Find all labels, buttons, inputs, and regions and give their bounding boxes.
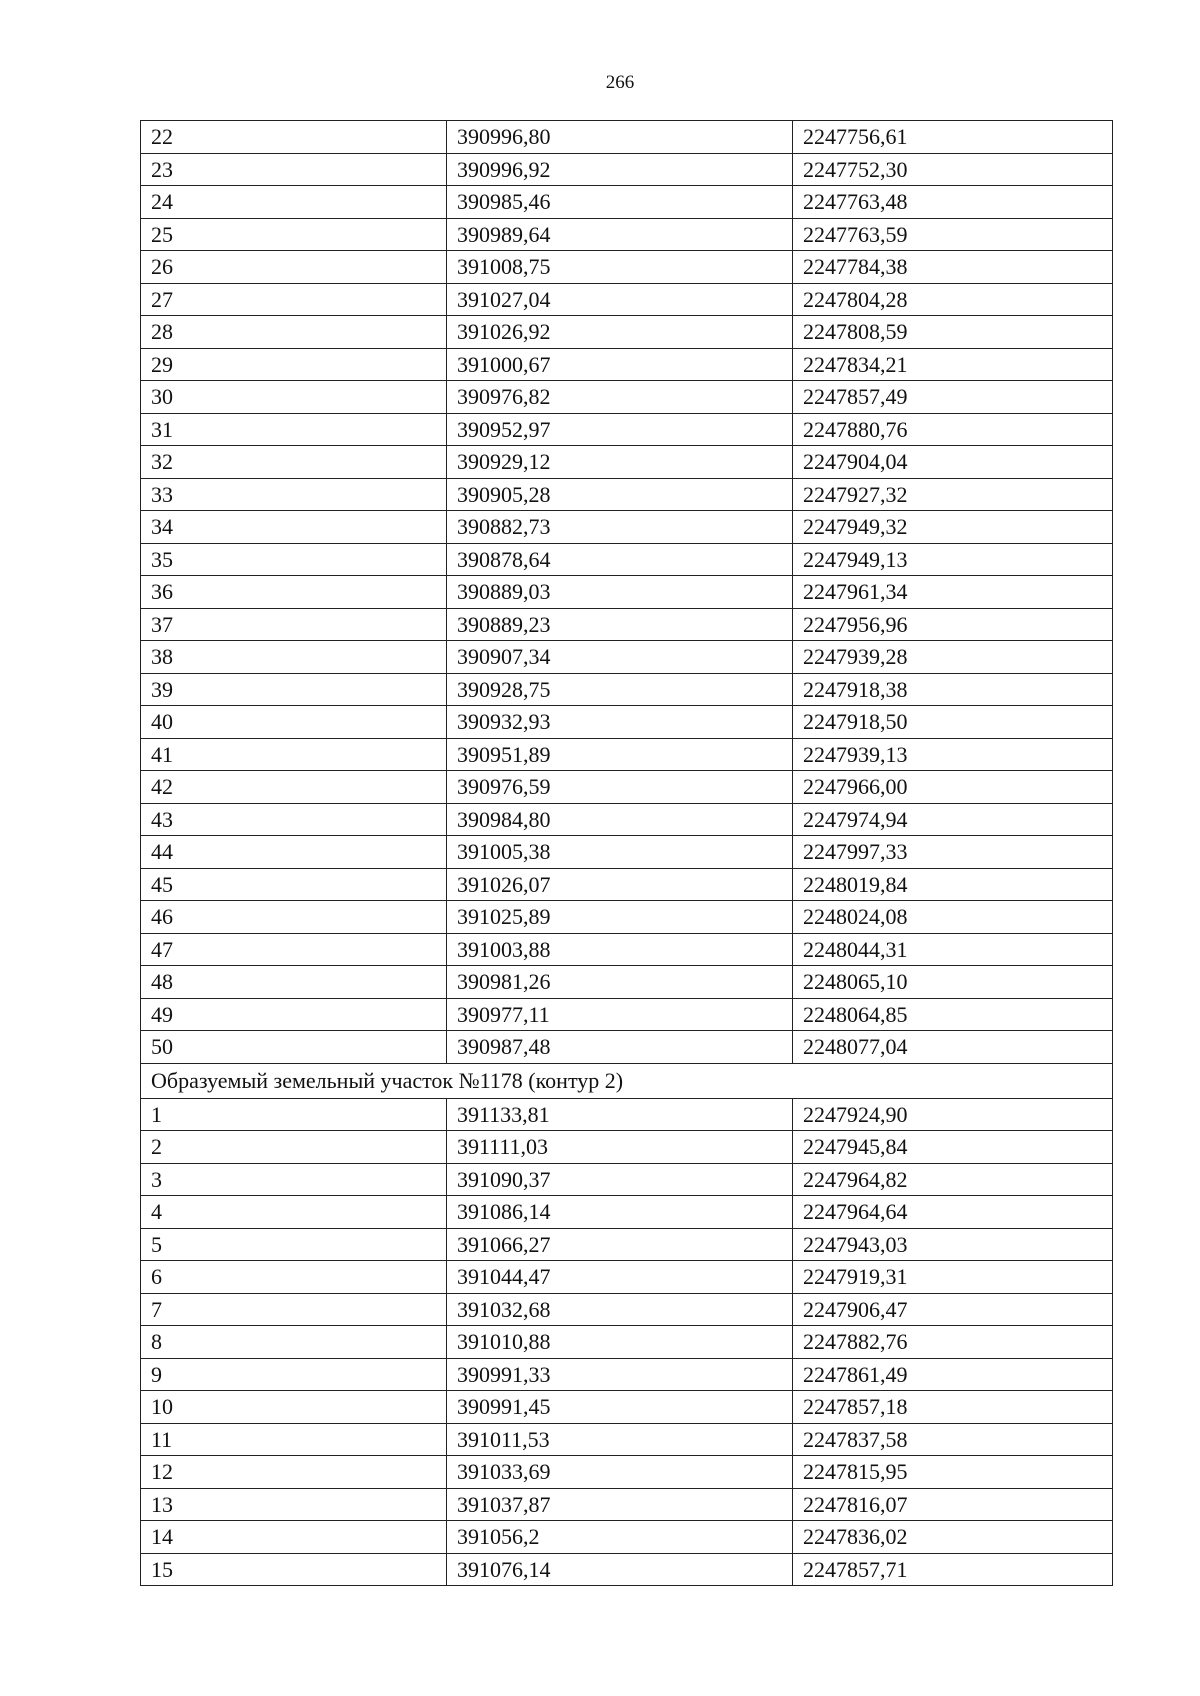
table-row [141, 348, 1113, 381]
y-coordinate-cell: 2247857,71 [793, 1553, 1113, 1586]
x-coordinate-cell: 391044,47 [447, 1261, 793, 1294]
y-coordinate-cell: 2247919,31 [793, 1261, 1113, 1294]
table-row [141, 283, 1113, 316]
table-row [141, 673, 1113, 706]
y-coordinate-cell: 2247997,33 [793, 836, 1113, 869]
table-row [141, 381, 1113, 414]
table-row [141, 608, 1113, 641]
x-coordinate-cell: 390996,80 [447, 121, 793, 154]
point-number-cell: 47 [141, 933, 447, 966]
x-coordinate-cell: 391086,14 [447, 1196, 793, 1229]
table-row [141, 316, 1113, 349]
y-coordinate-cell: 2247808,59 [793, 316, 1113, 349]
table-row [141, 1391, 1113, 1424]
point-number-cell: 36 [141, 576, 447, 609]
point-number-cell: 26 [141, 251, 447, 284]
point-number-cell: 22 [141, 121, 447, 154]
table-row [141, 1228, 1113, 1261]
y-coordinate-cell: 2247763,59 [793, 218, 1113, 251]
x-coordinate-cell: 391090,37 [447, 1163, 793, 1196]
section-header-row [141, 1063, 1113, 1098]
point-number-cell: 44 [141, 836, 447, 869]
y-coordinate-cell: 2247904,04 [793, 446, 1113, 479]
table-row [141, 1261, 1113, 1294]
table-row [141, 836, 1113, 869]
y-coordinate-cell: 2247857,18 [793, 1391, 1113, 1424]
x-coordinate-cell: 390987,48 [447, 1031, 793, 1064]
table-row [141, 1098, 1113, 1131]
y-coordinate-cell: 2247949,32 [793, 511, 1113, 544]
section-header-group [141, 1063, 1113, 1098]
table-row [141, 771, 1113, 804]
y-coordinate-cell: 2247857,49 [793, 381, 1113, 414]
coordinates-table [140, 120, 1113, 1586]
x-coordinate-cell: 390989,64 [447, 218, 793, 251]
table-row [141, 1488, 1113, 1521]
y-coordinate-cell: 2248064,85 [793, 998, 1113, 1031]
table-row [141, 1358, 1113, 1391]
y-coordinate-cell: 2247804,28 [793, 283, 1113, 316]
point-number-cell: 3 [141, 1163, 447, 1196]
point-number-cell: 37 [141, 608, 447, 641]
table-row [141, 1196, 1113, 1229]
point-number-cell: 38 [141, 641, 447, 674]
y-coordinate-cell: 2248065,10 [793, 966, 1113, 999]
point-number-cell: 48 [141, 966, 447, 999]
x-coordinate-cell: 391010,88 [447, 1326, 793, 1359]
point-number-cell: 35 [141, 543, 447, 576]
table-row [141, 218, 1113, 251]
table-row [141, 511, 1113, 544]
point-number-cell: 25 [141, 218, 447, 251]
point-number-cell: 40 [141, 706, 447, 739]
x-coordinate-cell: 391026,07 [447, 868, 793, 901]
y-coordinate-cell: 2247939,28 [793, 641, 1113, 674]
x-coordinate-cell: 391111,03 [447, 1131, 793, 1164]
x-coordinate-cell: 390907,34 [447, 641, 793, 674]
point-number-cell: 50 [141, 1031, 447, 1064]
point-number-cell: 15 [141, 1553, 447, 1586]
table-row [141, 1031, 1113, 1064]
point-number-cell: 27 [141, 283, 447, 316]
point-number-cell: 41 [141, 738, 447, 771]
y-coordinate-cell: 2247882,76 [793, 1326, 1113, 1359]
table-row [141, 1131, 1113, 1164]
y-coordinate-cell: 2247927,32 [793, 478, 1113, 511]
point-number-cell: 46 [141, 901, 447, 934]
point-number-cell: 34 [141, 511, 447, 544]
x-coordinate-cell: 390977,11 [447, 998, 793, 1031]
x-coordinate-cell: 390951,89 [447, 738, 793, 771]
point-number-cell: 14 [141, 1521, 447, 1554]
page-number: 266 [605, 72, 635, 93]
point-number-cell: 6 [141, 1261, 447, 1294]
point-number-cell: 42 [141, 771, 447, 804]
x-coordinate-cell: 390932,93 [447, 706, 793, 739]
y-coordinate-cell: 2247939,13 [793, 738, 1113, 771]
table-row [141, 1423, 1113, 1456]
table-row [141, 933, 1113, 966]
x-coordinate-cell: 391037,87 [447, 1488, 793, 1521]
y-coordinate-cell: 2247956,96 [793, 608, 1113, 641]
point-number-cell: 32 [141, 446, 447, 479]
x-coordinate-cell: 390976,82 [447, 381, 793, 414]
x-coordinate-cell: 390878,64 [447, 543, 793, 576]
y-coordinate-cell: 2247943,03 [793, 1228, 1113, 1261]
point-number-cell: 13 [141, 1488, 447, 1521]
x-coordinate-cell: 391056,2 [447, 1521, 793, 1554]
y-coordinate-cell: 2247964,82 [793, 1163, 1113, 1196]
point-number-cell: 12 [141, 1456, 447, 1489]
x-coordinate-cell: 391032,68 [447, 1293, 793, 1326]
point-number-cell: 29 [141, 348, 447, 381]
table-row [141, 478, 1113, 511]
x-coordinate-cell: 390981,26 [447, 966, 793, 999]
table-row [141, 803, 1113, 836]
point-number-cell: 9 [141, 1358, 447, 1391]
x-coordinate-cell: 390984,80 [447, 803, 793, 836]
x-coordinate-cell: 390905,28 [447, 478, 793, 511]
point-number-cell: 49 [141, 998, 447, 1031]
y-coordinate-cell: 2247918,50 [793, 706, 1113, 739]
table-row [141, 1326, 1113, 1359]
table-row [141, 576, 1113, 609]
y-coordinate-cell: 2248044,31 [793, 933, 1113, 966]
y-coordinate-cell: 2248024,08 [793, 901, 1113, 934]
point-number-cell: 10 [141, 1391, 447, 1424]
x-coordinate-cell: 390976,59 [447, 771, 793, 804]
point-number-cell: 11 [141, 1423, 447, 1456]
y-coordinate-cell: 2248019,84 [793, 868, 1113, 901]
point-number-cell: 5 [141, 1228, 447, 1261]
x-coordinate-cell: 391026,92 [447, 316, 793, 349]
x-coordinate-cell: 391025,89 [447, 901, 793, 934]
y-coordinate-cell: 2247837,58 [793, 1423, 1113, 1456]
y-coordinate-cell: 2247880,76 [793, 413, 1113, 446]
point-number-cell: 39 [141, 673, 447, 706]
x-coordinate-cell: 390889,03 [447, 576, 793, 609]
x-coordinate-cell: 390985,46 [447, 186, 793, 219]
table-row [141, 186, 1113, 219]
y-coordinate-cell: 2247945,84 [793, 1131, 1113, 1164]
table-row [141, 1553, 1113, 1586]
point-number-cell: 30 [141, 381, 447, 414]
table-row [141, 706, 1113, 739]
x-coordinate-cell: 391011,53 [447, 1423, 793, 1456]
table-row [141, 738, 1113, 771]
point-number-cell: 23 [141, 153, 447, 186]
coordinates-group-contour-2 [141, 1098, 1113, 1586]
x-coordinate-cell: 390996,92 [447, 153, 793, 186]
x-coordinate-cell: 391133,81 [447, 1098, 793, 1131]
point-number-cell: 4 [141, 1196, 447, 1229]
table-row [141, 121, 1113, 154]
y-coordinate-cell: 2247949,13 [793, 543, 1113, 576]
x-coordinate-cell: 391027,04 [447, 283, 793, 316]
y-coordinate-cell: 2247964,64 [793, 1196, 1113, 1229]
table-row [141, 868, 1113, 901]
coordinates-group-contour-1 [141, 121, 1113, 1064]
table-row [141, 446, 1113, 479]
y-coordinate-cell: 2247815,95 [793, 1456, 1113, 1489]
x-coordinate-cell: 390952,97 [447, 413, 793, 446]
y-coordinate-cell: 2247918,38 [793, 673, 1113, 706]
section-title: Образуемый земельный участок №1178 (контур 2) [141, 1063, 1113, 1098]
x-coordinate-cell: 390882,73 [447, 511, 793, 544]
y-coordinate-cell: 2247966,00 [793, 771, 1113, 804]
point-number-cell: 28 [141, 316, 447, 349]
table-row [141, 1456, 1113, 1489]
table-row [141, 998, 1113, 1031]
y-coordinate-cell: 2247784,38 [793, 251, 1113, 284]
y-coordinate-cell: 2247924,90 [793, 1098, 1113, 1131]
point-number-cell: 8 [141, 1326, 447, 1359]
point-number-cell: 24 [141, 186, 447, 219]
table-row [141, 1521, 1113, 1554]
y-coordinate-cell: 2247763,48 [793, 186, 1113, 219]
y-coordinate-cell: 2248077,04 [793, 1031, 1113, 1064]
point-number-cell: 7 [141, 1293, 447, 1326]
x-coordinate-cell: 391076,14 [447, 1553, 793, 1586]
y-coordinate-cell: 2247836,02 [793, 1521, 1113, 1554]
table-row [141, 413, 1113, 446]
y-coordinate-cell: 2247834,21 [793, 348, 1113, 381]
x-coordinate-cell: 391005,38 [447, 836, 793, 869]
y-coordinate-cell: 2247974,94 [793, 803, 1113, 836]
x-coordinate-cell: 390928,75 [447, 673, 793, 706]
x-coordinate-cell: 390889,23 [447, 608, 793, 641]
point-number-cell: 2 [141, 1131, 447, 1164]
x-coordinate-cell: 391033,69 [447, 1456, 793, 1489]
x-coordinate-cell: 391000,67 [447, 348, 793, 381]
x-coordinate-cell: 391066,27 [447, 1228, 793, 1261]
y-coordinate-cell: 2247961,34 [793, 576, 1113, 609]
table-row [141, 901, 1113, 934]
x-coordinate-cell: 390929,12 [447, 446, 793, 479]
y-coordinate-cell: 2247906,47 [793, 1293, 1113, 1326]
table-row [141, 251, 1113, 284]
x-coordinate-cell: 391008,75 [447, 251, 793, 284]
y-coordinate-cell: 2247861,49 [793, 1358, 1113, 1391]
x-coordinate-cell: 390991,33 [447, 1358, 793, 1391]
point-number-cell: 1 [141, 1098, 447, 1131]
table-row [141, 966, 1113, 999]
y-coordinate-cell: 2247756,61 [793, 121, 1113, 154]
table-row [141, 543, 1113, 576]
table-row [141, 153, 1113, 186]
table-row [141, 1293, 1113, 1326]
y-coordinate-cell: 2247816,07 [793, 1488, 1113, 1521]
table-row [141, 1163, 1113, 1196]
point-number-cell: 31 [141, 413, 447, 446]
y-coordinate-cell: 2247752,30 [793, 153, 1113, 186]
point-number-cell: 45 [141, 868, 447, 901]
x-coordinate-cell: 391003,88 [447, 933, 793, 966]
x-coordinate-cell: 390991,45 [447, 1391, 793, 1424]
table-row [141, 641, 1113, 674]
point-number-cell: 43 [141, 803, 447, 836]
point-number-cell: 33 [141, 478, 447, 511]
